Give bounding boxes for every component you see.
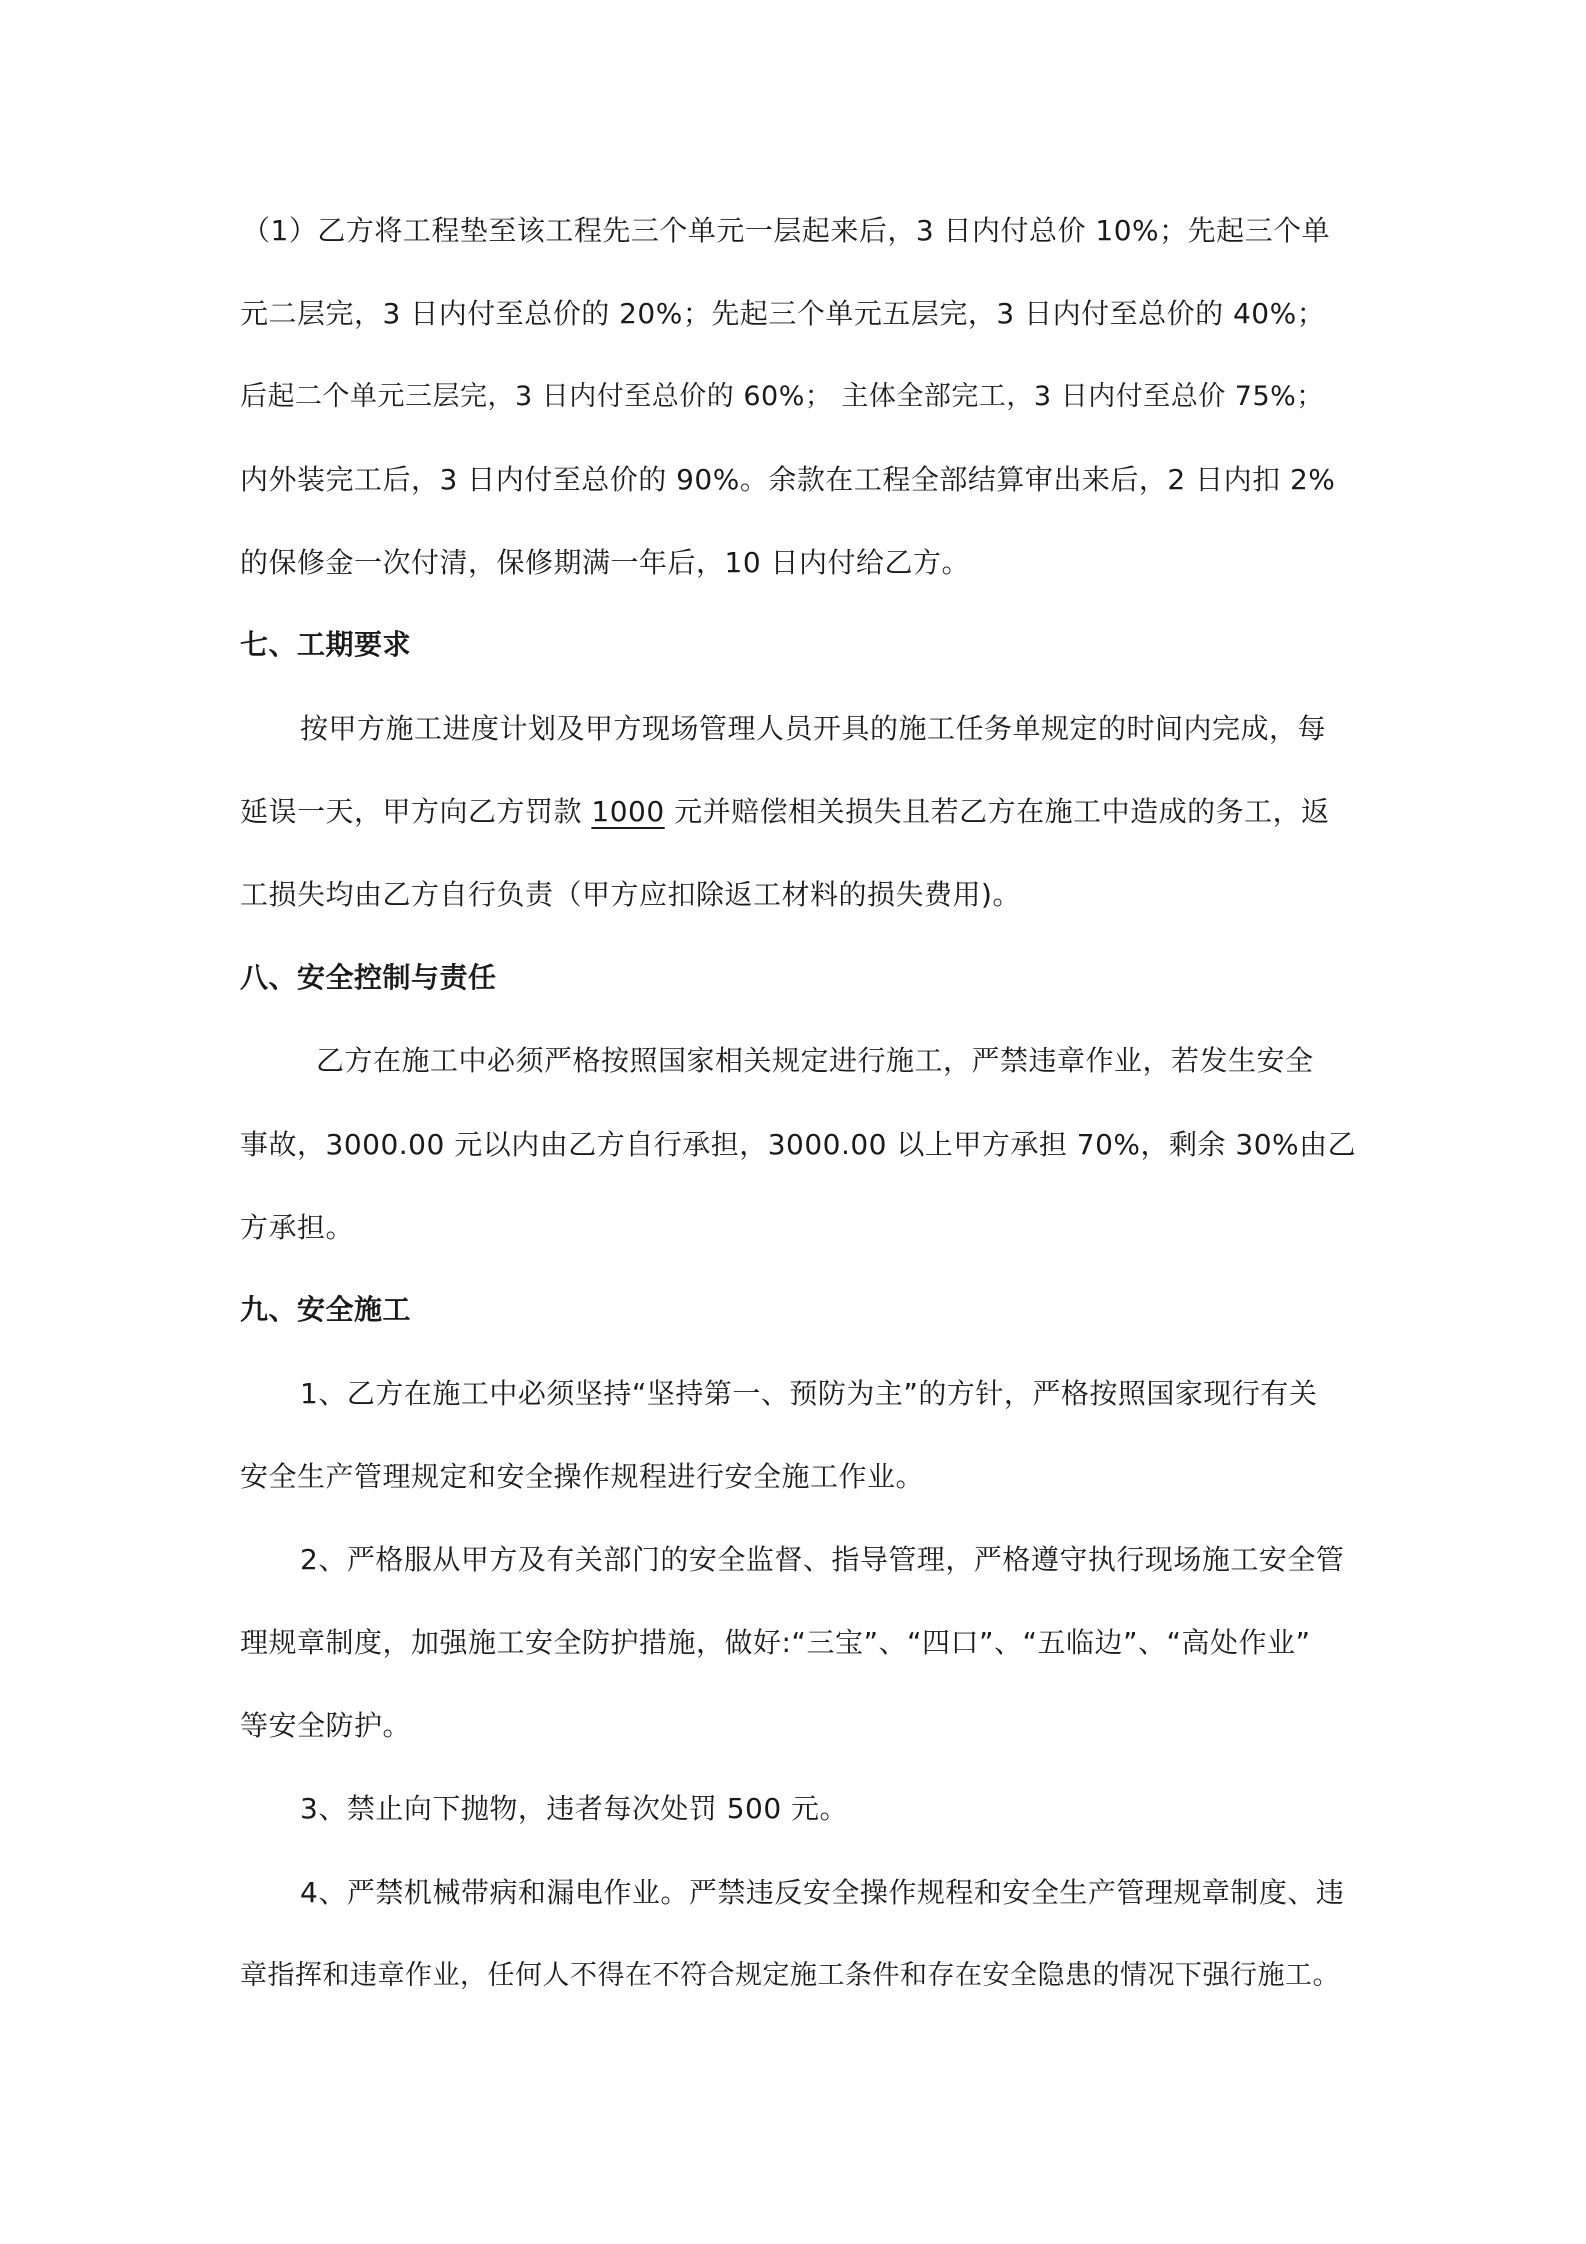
payment-line-1: （1）乙方将工程垫至该工程先三个单元一层起来后，3 日内付总价 10%；先起三个单 (242, 214, 1331, 247)
payment-line-5: 的保修金一次付清，保修期满一年后，10 日内付给乙方。 (240, 546, 971, 579)
section-9-heading: 九、安全施工 (240, 1293, 412, 1326)
section-9-item-1-line-1: 1、乙方在施工中必须坚持“坚持第一、预防为主”的方针，严格按照国家现行有关 (300, 1377, 1318, 1410)
section-9-item-4-line-2: 章指挥和违章作业，任何人不得在不符合规定施工条件和存在安全隐患的情况下强行施工。 (240, 1960, 1340, 1991)
payment-line-2: 元二层完，3 日内付至总价的 20%；先起三个单元五层完，3 日内付至总价的 40%； (240, 297, 1326, 330)
section-9-item-2-line-1: 2、严格服从甲方及有关部门的安全监督、指导管理，严格遵守执行现场施工安全管 (300, 1543, 1345, 1576)
section-7-line-2-before: 延误一天，甲方向乙方罚款 (240, 795, 592, 828)
payment-line-3: 后起二个单元三层完，3 日内付至总价的 60%； 主体全部完工，3 日内付至总价 75%； (240, 381, 1324, 412)
section-9-item-3-line-1: 3、禁止向下抛物，违者每次处罚 500 元。 (300, 1792, 849, 1825)
section-8-line-3: 方承担。 (240, 1211, 355, 1244)
section-9-item-2-line-3: 等安全防护。 (240, 1709, 412, 1742)
section-7-heading: 七、工期要求 (240, 628, 412, 661)
section-8-heading: 八、安全控制与责任 (240, 961, 497, 994)
section-9-item-2-line-2: 理规章制度，加强施工安全防护措施，做好:“三宝”、“四口”、“五临边”、“高处作业” (240, 1626, 1311, 1659)
penalty-amount: 1000 (591, 795, 665, 828)
section-7-line-3: 工损失均由乙方自行负责（甲方应扣除返工材料的损失费用)。 (240, 878, 1021, 911)
section-9-item-1-line-2: 安全生产管理规定和安全操作规程进行安全施工作业。 (240, 1460, 925, 1493)
section-8-line-1: 乙方在施工中必须严格按照国家相关规定进行施工，严禁违章作业，若发生安全 (316, 1044, 1314, 1077)
payment-line-4: 内外装完工后，3 日内付至总价的 90%。余款在工程全部结算审出来后，2 日内扣 2% (240, 463, 1336, 496)
section-7-line-1: 按甲方施工进度计划及甲方现场管理人员开具的施工任务单规定的时间内完成，每 (300, 712, 1327, 745)
section-9-item-4-line-1: 4、严禁机械带病和漏电作业。严禁违反安全操作规程和安全生产管理规章制度、违 (300, 1876, 1345, 1909)
section-8-line-2: 事故，3000.00 元以内由乙方自行承担，3000.00 以上甲方承担 70%，剩余 30%由乙 (240, 1128, 1357, 1161)
section-7-line-2-after: 元并赔偿相关损失且若乙方在施工中造成的务工，返 (664, 795, 1330, 828)
section-7-line-2 (240, 792, 1330, 832)
